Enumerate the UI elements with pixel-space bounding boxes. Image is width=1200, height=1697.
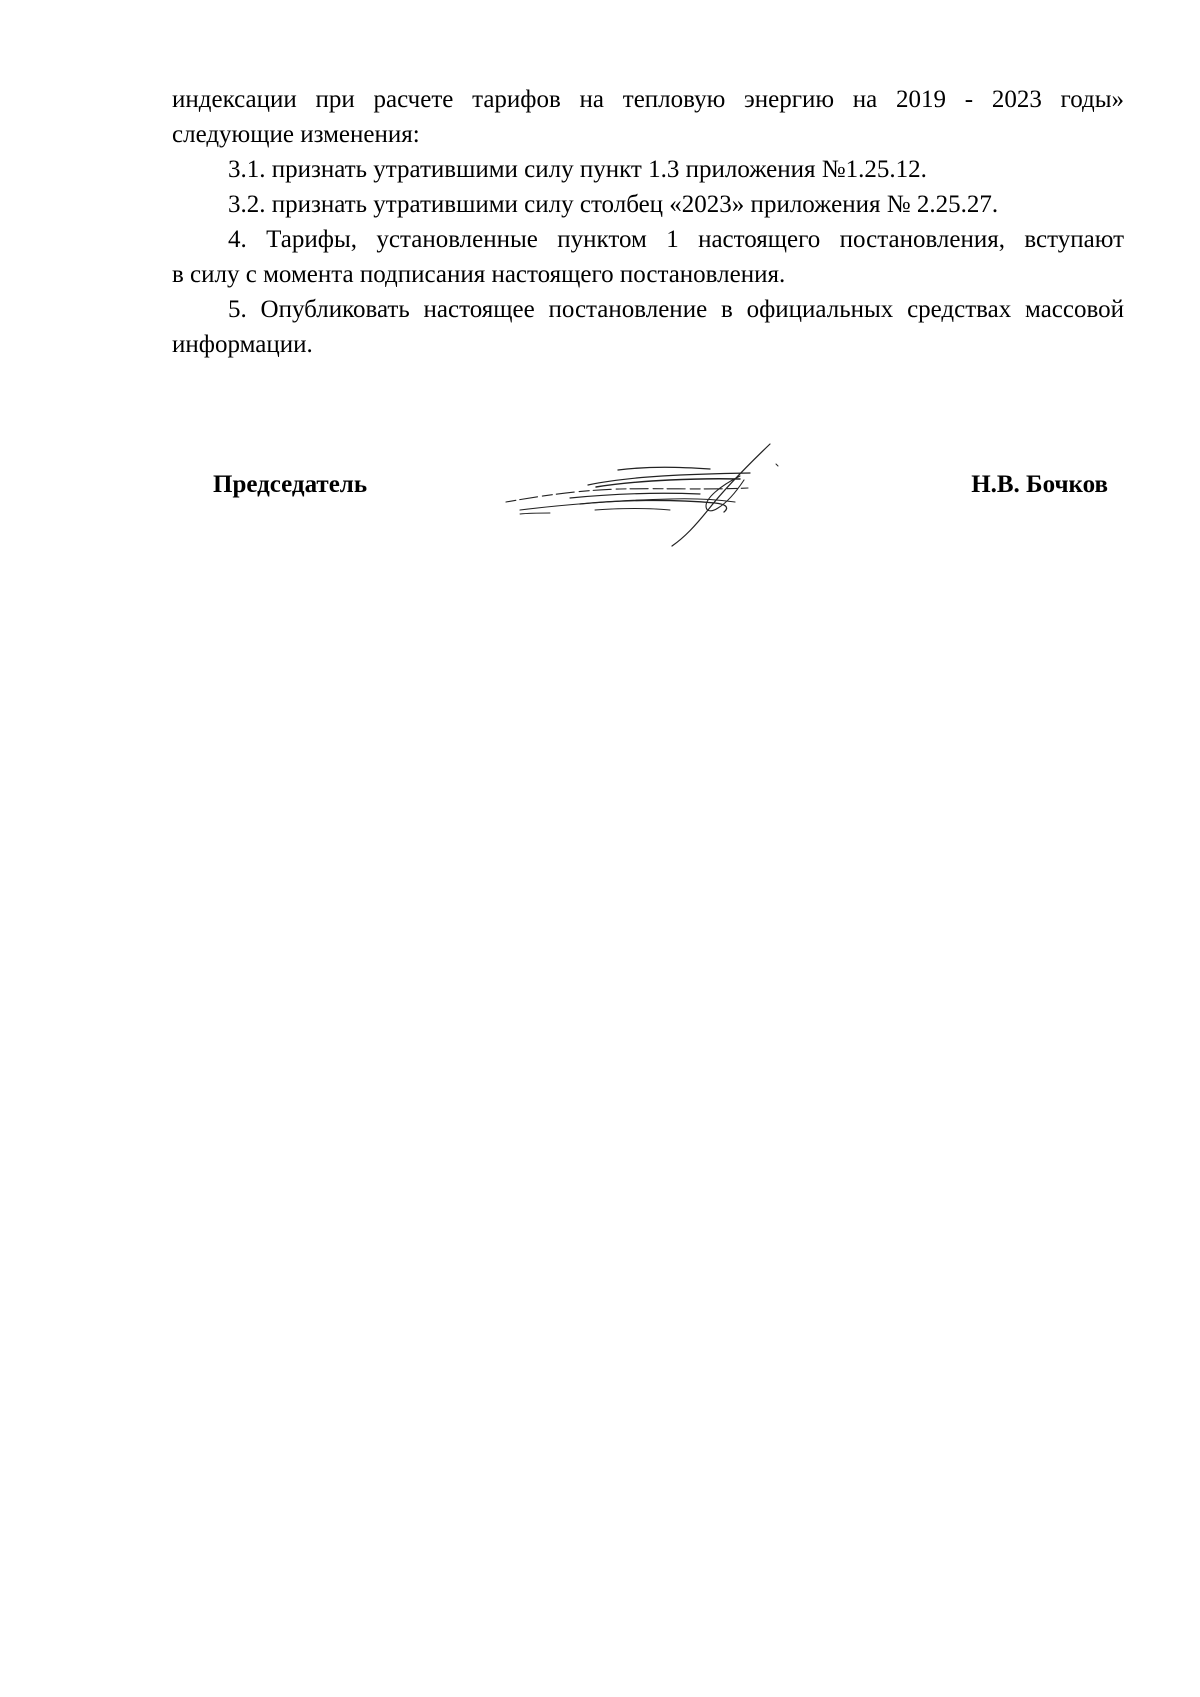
clause-4-line: 4. Тарифы, установленные пунктом 1 настоящего постановления, вступают	[228, 226, 1124, 253]
clause-3-2: 3.2. признать утратившими силу столбец «2023» приложения № 2.25.27.	[228, 191, 999, 218]
clause-3-1: 3.1. признать утратившими силу пункт 1.3 приложения №1.25.12.	[228, 156, 927, 183]
signatory-role: Председатель	[213, 471, 368, 498]
signatory-name: Н.В. Бочков	[971, 471, 1108, 498]
clause-4-line: в силу с момента подписания настоящего постановления.	[172, 261, 786, 288]
paragraph-line: индексации при расчете тарифов на тепловую энергию на 2019 - 2023 годы»	[172, 86, 1124, 113]
handwritten-signature	[500, 440, 820, 550]
document-body	[172, 82, 1124, 362]
signature-block	[0, 440, 1200, 550]
paragraph-line: следующие изменения:	[172, 121, 420, 148]
clause-5-line: 5. Опубликовать настоящее постановление в официальных средствах массовой	[228, 296, 1124, 323]
clause-5-line: информации.	[172, 331, 313, 358]
